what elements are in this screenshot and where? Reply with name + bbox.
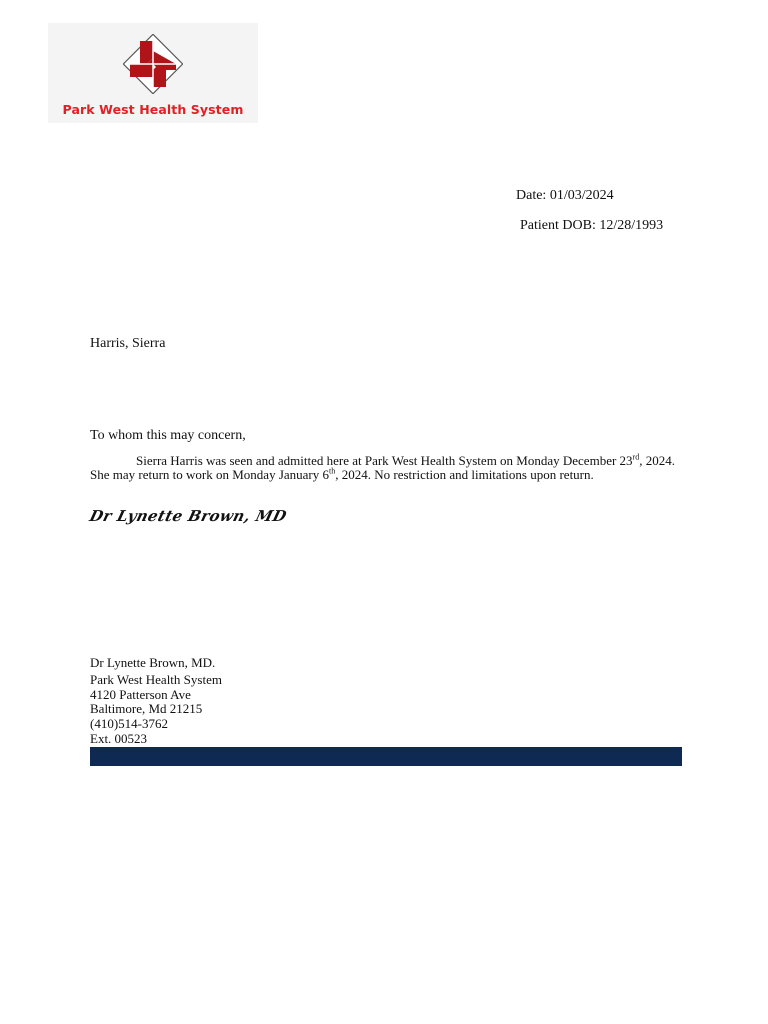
contact-phone: (410)514-3762	[90, 716, 168, 731]
body-text-part3: , 2024. No restriction and limitations upon return.	[335, 467, 594, 482]
contact-city-state-zip: Baltimore, Md 21215	[90, 701, 203, 716]
body-superscript-1: rd	[632, 452, 640, 462]
letter-date: Date: 01/03/2024	[516, 188, 614, 203]
patient-dob: Patient DOB: 12/28/1993	[520, 218, 664, 233]
footer-bar	[90, 747, 682, 766]
letter-body	[90, 454, 682, 482]
body-text-part1: Sierra Harris was seen and admitted here at Park West Health System on Monday December 23	[136, 453, 633, 468]
contact-doctor: Dr Lynette Brown, MD.	[90, 655, 216, 670]
contact-organization: Park West Health System	[90, 672, 222, 687]
brand-name: Park West Health System	[62, 102, 244, 117]
health-system-logo-icon	[123, 34, 183, 94]
body-text-part2: , 2024. She may return to work on Monday January 6	[90, 453, 675, 482]
logo-container	[48, 23, 258, 123]
signature: Dr Lynette Brown, MD	[87, 507, 289, 525]
body-superscript-2: th	[329, 466, 336, 476]
salutation: To whom this may concern,	[90, 428, 246, 443]
patient-name: Harris, Sierra	[90, 336, 166, 351]
contact-extension: Ext. 00523	[90, 731, 148, 746]
contact-street: 4120 Patterson Ave	[90, 687, 191, 702]
